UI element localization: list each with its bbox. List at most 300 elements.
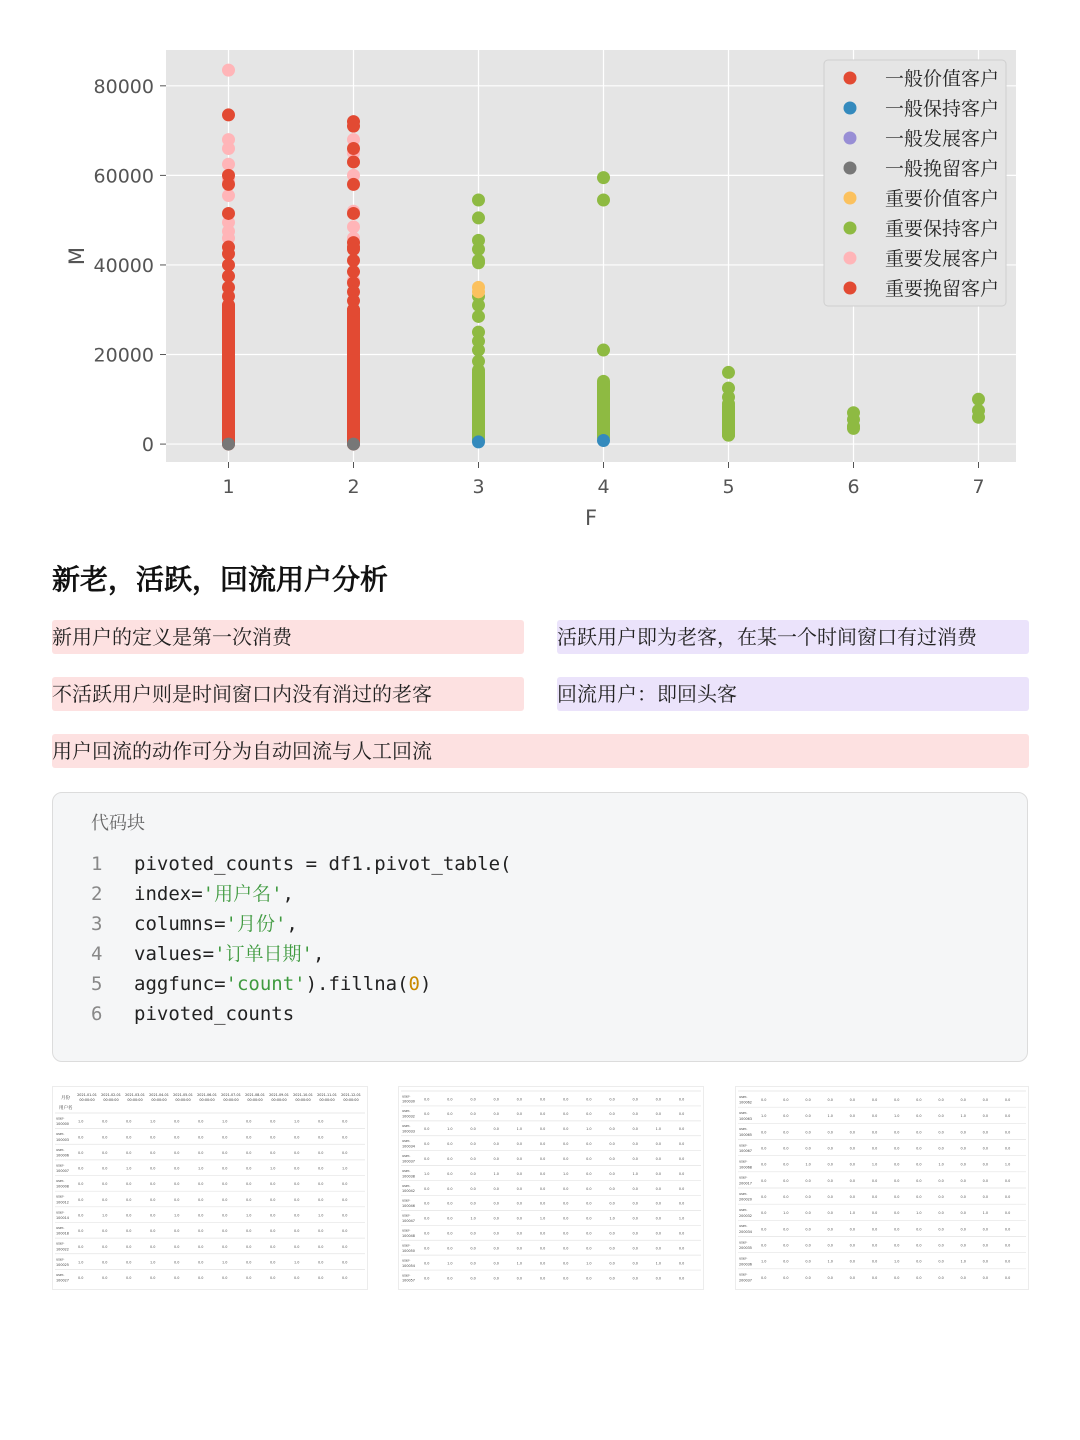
table-cell: 0.0 [960,1195,966,1200]
table-cell: 0.0 [294,1135,300,1140]
table-cell: 1.0 [805,1162,811,1167]
table-cell: 0.0 [586,1276,592,1281]
table-cell: 0.0 [916,1275,922,1280]
table-cell: 1.0 [827,1114,833,1119]
table-cell: 0.0 [294,1150,300,1155]
table-row-label: 100067 [739,1149,752,1154]
y-tick-label: 0 [141,434,154,457]
data-point [347,120,360,133]
line-number: 3 [91,913,103,935]
table-row-label: 100025 [56,1262,69,1267]
table-cell: 0.0 [516,1097,523,1102]
table-cell: 0.0 [516,1156,523,1161]
table-cell: 1.0 [894,1114,900,1119]
table-cell: 0.0 [470,1097,476,1102]
table-cell: 0.0 [655,1156,662,1161]
table-cell: 0.0 [294,1166,300,1171]
table-cell: 0.0 [894,1130,900,1135]
table-cell: 0.0 [126,1276,132,1281]
table-row-label: user- [56,1147,65,1152]
table-cell: 0.0 [632,1216,638,1221]
table-header-cell: 00:00:00 [79,1098,95,1102]
table-cell: 0.0 [447,1201,453,1206]
table-cell: 0.0 [916,1259,922,1264]
table-cell: 0.0 [783,1146,789,1151]
table-cell: 0.0 [270,1213,276,1218]
x-tick-label: 5 [722,476,735,498]
table-cell: 1.0 [982,1211,989,1216]
legend-entry: 重要挽留客户 [885,278,1000,300]
data-point [347,220,360,233]
table-row-label: user- [402,1124,411,1129]
table-cell: 0.0 [493,1276,499,1281]
table-cell: 0.0 [198,1213,204,1218]
table-cell: 0.0 [960,1227,966,1232]
table-cell: 0.0 [294,1182,300,1187]
table-cell: 0.0 [871,1275,878,1280]
table-cell: 0.0 [849,1130,856,1135]
x-tick-label: 7 [972,476,985,498]
table-cell: 0.0 [894,1146,900,1151]
table-cell: 0.0 [678,1186,685,1191]
table-row-label: 200032 [739,1213,752,1218]
table-cell: 0.0 [563,1112,569,1117]
table-cell: 0.0 [632,1156,638,1161]
table-cell: 0.0 [470,1142,476,1147]
table-cell: 0.0 [342,1119,348,1124]
table-cell: 1.0 [563,1171,569,1176]
table-cell: 0.0 [678,1112,685,1117]
x-tick-label: 2 [347,476,360,498]
table-cell: 1.0 [938,1162,944,1167]
table-cell: 0.0 [761,1146,767,1151]
data-point [347,438,360,451]
data-point [722,366,735,379]
table-cell: 0.0 [294,1276,300,1281]
table-cell: 0.0 [447,1156,453,1161]
table-cell: 0.0 [246,1119,252,1124]
table-cell: 0.0 [586,1142,592,1147]
table-cell: 0.0 [871,1211,878,1216]
table-cell: 1.0 [294,1260,300,1265]
table-row-label: user- [739,1094,748,1099]
table-cell: 1.0 [960,1259,966,1264]
legend-entry: 一般挽留客户 [885,158,1000,180]
table-header-cell: 00:00:00 [343,1098,359,1102]
table-cell: 0.0 [805,1178,811,1183]
table-cell: 0.0 [493,1127,499,1132]
table-row-label: 100018 [56,1231,69,1236]
table-cell: 0.0 [563,1216,569,1221]
table-cell: 0.0 [342,1213,348,1218]
table-cell: 1.0 [586,1261,592,1266]
table-cell: 0.0 [516,1276,523,1281]
code-text: values='订单日期', [134,943,325,965]
table-cell: 0.0 [174,1135,180,1140]
table-cell: 1.0 [102,1213,108,1218]
table-cell: 1.0 [916,1211,922,1216]
table-row-label: 100054 [402,1263,415,1268]
table-cell: 0.0 [447,1216,453,1221]
table-cell: 0.0 [849,1114,856,1119]
table-cell: 0.0 [246,1260,252,1265]
table-row-label: user- [56,1132,65,1137]
table-cell: 0.0 [563,1276,569,1281]
table-cell: 0.0 [174,1276,180,1281]
table-cell: 0.0 [586,1246,592,1251]
table-cell: 0.0 [783,1275,789,1280]
table-cell: 1.0 [827,1259,833,1264]
table-cell: 0.0 [150,1182,156,1187]
highlight-return-action: 用户回流的动作可分为自动回流与人工回流 [52,734,1029,768]
table-row-label: 100065 [739,1132,752,1137]
table-cell: 1.0 [761,1114,767,1119]
table-cell: 0.0 [270,1182,276,1187]
scatter-plot-svg [60,30,1030,540]
table-cell: 0.0 [871,1114,878,1119]
code-block [52,792,1028,1062]
table-cell: 0.0 [246,1276,252,1281]
table-cell: 0.0 [222,1135,228,1140]
table-row-label: user- [402,1094,411,1099]
table-cell: 0.0 [938,1227,944,1232]
table-cell: 0.0 [516,1246,523,1251]
table-row-label: 100050 [402,1248,415,1253]
table-row-label: user- [402,1228,411,1233]
table-header-cell: 00:00:00 [127,1098,143,1102]
table-cell: 0.0 [222,1244,228,1249]
table-cell: 0.0 [805,1275,811,1280]
table-row-label: user- [739,1191,748,1196]
table-row-label: 100037 [402,1159,415,1164]
table-cell: 0.0 [447,1171,453,1176]
table-cell: 0.0 [493,1231,499,1236]
table-cell: 0.0 [563,1186,569,1191]
table-row-label: user- [56,1210,65,1215]
table-cell: 0.0 [470,1171,476,1176]
table-cell: 0.0 [609,1097,615,1102]
table-cell: 0.0 [222,1150,228,1155]
code-text: pivoted_counts = df1.pivot_table( [134,853,512,875]
table-cell: 0.0 [563,1261,569,1266]
table-cell: 0.0 [849,1178,856,1183]
data-point [222,142,235,155]
data-point [222,207,235,220]
table-row-label: 100038 [402,1174,415,1179]
table-cell: 0.0 [174,1119,180,1124]
table-cell: 0.0 [424,1231,430,1236]
table-row-label: 100000 [56,1122,69,1127]
table-cell: 0.0 [447,1142,453,1147]
data-point [222,158,235,171]
table-cell: 0.0 [894,1211,900,1216]
table-cell: 0.0 [270,1135,276,1140]
table-cell: 0.0 [246,1182,252,1187]
table-cell: 0.0 [916,1162,922,1167]
table-cell: 0.0 [678,1276,685,1281]
table-row-label: 100042 [402,1189,415,1194]
table-cell: 0.0 [916,1098,922,1103]
table-cell: 0.0 [102,1135,108,1140]
table-cell: 0.0 [655,1142,662,1147]
data-point [472,285,485,298]
table-row-label: 200036 [739,1262,752,1267]
table-cell: 0.0 [609,1186,615,1191]
data-point [597,194,610,207]
table-cell: 0.0 [827,1243,833,1248]
table-cell: 0.0 [632,1201,638,1206]
data-point [347,265,360,278]
table-cell: 0.0 [493,1097,499,1102]
table-cell: 0.0 [342,1197,348,1202]
table-cell: 0.0 [1004,1211,1011,1216]
table-cell: 0.0 [938,1243,944,1248]
table-cell: 0.0 [539,1127,546,1132]
table-cell: 0.0 [198,1197,204,1202]
y-axis-label: M [65,246,89,266]
table-cell: 0.0 [1004,1227,1011,1232]
table-cell: 0.0 [539,1246,546,1251]
table-row-label: 100046 [402,1204,415,1209]
table-cell: 0.0 [678,1142,685,1147]
pivot-table-thumbnail-2 [398,1086,704,1290]
table-cell: 0.0 [960,1098,966,1103]
table-cell: 0.0 [563,1127,569,1132]
table-cell: 0.0 [126,1119,132,1124]
table-cell: 0.0 [916,1195,922,1200]
table-cell: 0.0 [222,1197,228,1202]
table-cell: 0.0 [761,1195,767,1200]
table-cell: 0.0 [916,1114,922,1119]
table-cell: 0.0 [678,1201,685,1206]
table-cell: 0.0 [78,1166,84,1171]
table-cell: 0.0 [586,1112,592,1117]
table-cell: 0.0 [78,1213,84,1218]
table-cell: 0.0 [783,1195,789,1200]
line-number: 1 [91,853,103,875]
table-cell: 0.0 [849,1162,856,1167]
table-cell: 0.0 [539,1201,546,1206]
table-row-label: user- [739,1224,748,1229]
table-cell: 0.0 [470,1276,476,1281]
table-cell: 0.0 [174,1197,180,1202]
table-header-cell: 2021-10-01 [293,1093,313,1097]
legend-marker [844,162,857,175]
table-cell: 0.0 [222,1166,228,1171]
table-cell: 1.0 [318,1213,324,1218]
table-cell: 0.0 [761,1130,767,1135]
table-cell: 1.0 [849,1211,856,1216]
table-cell: 0.0 [609,1276,615,1281]
data-point [347,142,360,155]
table-cell: 0.0 [678,1127,685,1132]
table-cell: 0.0 [78,1229,84,1234]
table-cell: 1.0 [222,1260,228,1265]
table-row-label: user- [739,1175,748,1180]
table-cell: 0.0 [871,1195,878,1200]
table-cell: 0.0 [318,1276,324,1281]
table-row-label: user- [402,1243,411,1248]
table-row-label: user- [402,1139,411,1144]
table-cell: 0.0 [539,1186,546,1191]
data-point [222,64,235,77]
table-cell: 0.0 [78,1135,84,1140]
y-tick-label: 40000 [93,254,154,277]
data-point [222,438,235,451]
data-point [222,247,235,260]
y-tick-label: 20000 [93,344,154,367]
table-cell: 0.0 [174,1244,180,1249]
table-header-cell: 00:00:00 [247,1098,263,1102]
table-cell: 0.0 [871,1146,878,1151]
table-cell: 0.0 [493,1246,499,1251]
table-cell: 0.0 [609,1156,615,1161]
table-cell: 0.0 [761,1275,767,1280]
table-cell: 1.0 [447,1127,453,1132]
table-cell: 0.0 [342,1182,348,1187]
table-index-label: 用户名 [59,1106,73,1111]
table-header-cell: 00:00:00 [295,1098,311,1102]
table-header-cell: 2021-11-01 [317,1093,337,1097]
data-point [597,344,610,357]
table-cell: 0.0 [827,1195,833,1200]
table-cell: 0.0 [318,1135,324,1140]
table-cell: 0.0 [246,1244,252,1249]
line-number: 4 [91,943,103,965]
table-cell: 1.0 [960,1114,966,1119]
table-row-label: 100048 [402,1233,415,1238]
data-point [347,178,360,191]
table-cell: 1.0 [894,1259,900,1264]
table-cell: 0.0 [150,1135,156,1140]
table-cell: 0.0 [849,1227,856,1232]
table-cell: 0.0 [761,1178,767,1183]
table-cell: 0.0 [982,1146,989,1151]
table-cell: 0.0 [150,1276,156,1281]
table-cell: 0.0 [805,1227,811,1232]
data-point [472,211,485,224]
y-tick-label: 60000 [93,165,154,188]
table-cell: 0.0 [805,1259,811,1264]
table-cell: 0.0 [470,1261,476,1266]
table-cell: 0.0 [982,1114,989,1119]
table-row-label: user- [739,1110,748,1115]
table-cell: 0.0 [470,1186,476,1191]
table-cell: 0.0 [102,1229,108,1234]
table-cell: 0.0 [894,1227,900,1232]
table-cell: 0.0 [916,1178,922,1183]
table-cell: 0.0 [761,1162,767,1167]
table-cell: 0.0 [174,1166,180,1171]
table-cell: 1.0 [632,1171,638,1176]
table-cell: 0.0 [894,1178,900,1183]
table-cell: 0.0 [871,1178,878,1183]
table-cell: 0.0 [586,1171,592,1176]
table-cell: 1.0 [78,1119,84,1124]
table-cell: 0.0 [938,1178,944,1183]
table-cell: 0.0 [78,1276,84,1281]
table-cell: 0.0 [609,1261,615,1266]
table-cell: 0.0 [342,1229,348,1234]
table-cell: 0.0 [609,1127,615,1132]
data-point [347,243,360,256]
table-cell: 0.0 [655,1112,662,1117]
table-row-label: 100062 [739,1100,752,1105]
table-cell: 0.0 [871,1130,878,1135]
table-cell: 0.0 [982,1162,989,1167]
table-cell: 0.0 [516,1186,523,1191]
table-cell: 0.0 [761,1098,767,1103]
table-cell: 0.0 [783,1243,789,1248]
table-cell: 0.0 [222,1276,228,1281]
table-cell: 0.0 [539,1231,546,1236]
table-cell: 0.0 [294,1213,300,1218]
table-cell: 0.0 [938,1114,944,1119]
table-cell: 1.0 [470,1216,476,1221]
data-point [472,256,485,269]
table-cell: 0.0 [270,1229,276,1234]
table-cell: 0.0 [150,1229,156,1234]
table-cell: 0.0 [894,1098,900,1103]
code-text: columns='月份', [134,913,298,935]
data-point [222,258,235,271]
table-cell: 0.0 [294,1244,300,1249]
table-cell: 0.0 [493,1261,499,1266]
table-cell: 0.0 [516,1231,523,1236]
table-cell: 0.0 [294,1197,300,1202]
table-cell: 0.0 [470,1246,476,1251]
pivot-table-thumbnail-3 [735,1086,1029,1290]
table-cell: 0.0 [916,1130,922,1135]
table-cell: 0.0 [1004,1114,1011,1119]
table-row-label: user- [402,1273,411,1278]
table-cell: 0.0 [805,1146,811,1151]
highlight-new-user: 新用户的定义是第一次消费 [52,620,524,654]
table-row-label: 100032 [402,1114,415,1119]
data-point [222,178,235,191]
table-cell: 0.0 [539,1171,546,1176]
table-cell: 1.0 [871,1162,878,1167]
table-row-label: 100008 [56,1184,69,1189]
table-cell: 0.0 [871,1098,878,1103]
data-point [472,243,485,256]
table-cell: 0.0 [871,1227,878,1232]
table-cell: 0.0 [783,1114,789,1119]
code-block-title: 代码块 [91,813,145,834]
x-axis-label: F [584,506,598,530]
data-point [472,310,485,323]
table-cell: 1.0 [493,1171,499,1176]
legend-marker [844,252,857,265]
table-cell: 0.0 [246,1150,252,1155]
table-cell: 0.0 [102,1119,108,1124]
table-cell: 0.0 [563,1231,569,1236]
table-cell: 1.0 [126,1166,132,1171]
table-cell: 0.0 [198,1229,204,1234]
table-row-label: user- [739,1256,748,1261]
table-cell: 0.0 [678,1097,685,1102]
table-row-label: 100027 [56,1278,69,1283]
table-cell: 0.0 [222,1182,228,1187]
table-cell: 0.0 [982,1243,989,1248]
table-cell: 0.0 [805,1114,811,1119]
table-cell: 0.0 [982,1130,989,1135]
table-cell: 0.0 [126,1244,132,1249]
table-cell: 1.0 [783,1211,789,1216]
table-header-cell: 00:00:00 [319,1098,335,1102]
table-row-label: 100022 [56,1247,69,1252]
table-row-label: user- [402,1213,411,1218]
